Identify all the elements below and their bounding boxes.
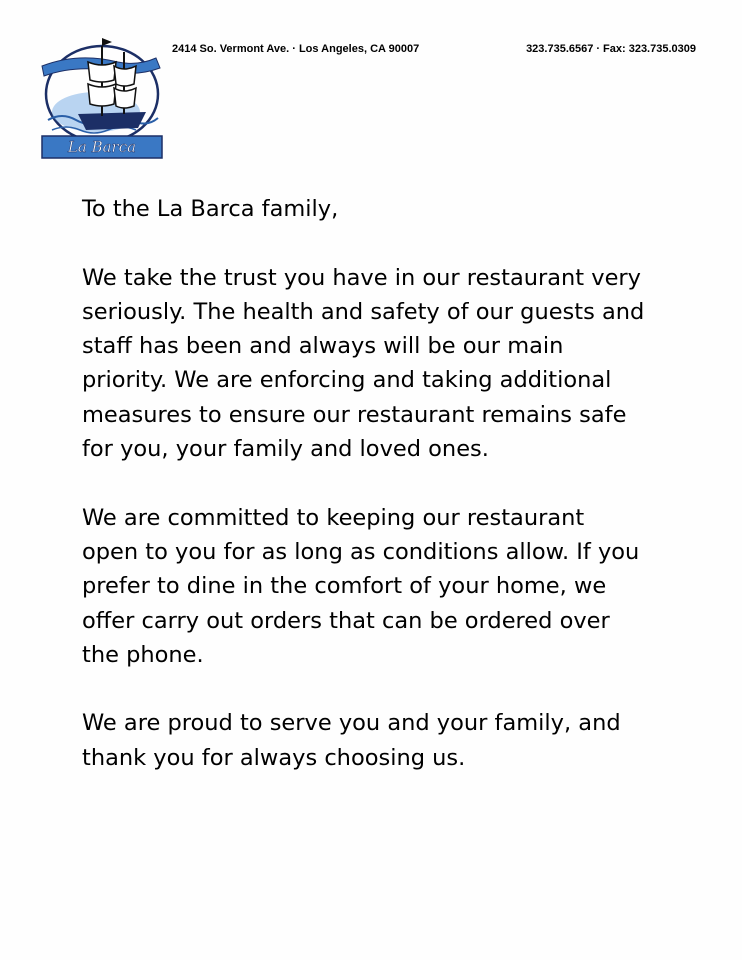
letterhead-address: 2414 So. Vermont Ave. · Los Angeles, CA 90007 <box>172 43 420 55</box>
fax-number: Fax: 323.735.0309 <box>603 43 696 55</box>
phone-number: 323.735.6567 <box>526 43 594 55</box>
text-line: offer carry out orders that can be ordered over <box>82 607 610 634</box>
text-line: priority. We are enforcing and taking additional <box>82 367 612 394</box>
text-line: prefer to dine in the comfort of your home, we <box>82 573 607 600</box>
paragraph-3 <box>82 706 682 775</box>
text-line: seriously. The health and safety of our guests and <box>82 298 645 325</box>
letterhead-contact <box>526 43 696 55</box>
text-line: thank you for always choosing us. <box>82 744 466 771</box>
contact-separator: · <box>596 43 601 55</box>
text-line: staff has been and always will be our main <box>82 333 564 360</box>
paragraph-1 <box>82 261 682 467</box>
ship-icon <box>42 38 160 142</box>
text-line: We are proud to serve you and your family, and <box>82 710 621 737</box>
text-line: for you, your family and loved ones. <box>82 436 489 463</box>
text-line: the phone. <box>82 641 204 668</box>
la-barca-logo <box>38 32 166 160</box>
text-line: We are committed to keeping our restaurant <box>82 504 585 531</box>
greeting: To the La Barca family, <box>82 196 339 222</box>
logo-wordmark: La Barca <box>67 138 137 156</box>
text-line: We take the trust you have in our restaurant very <box>82 264 641 291</box>
paragraph-2 <box>82 501 682 672</box>
text-line: open to you for as long as conditions allow. If you <box>82 538 640 565</box>
text-line: measures to ensure our restaurant remains safe <box>82 401 627 428</box>
letter-body <box>82 192 682 775</box>
